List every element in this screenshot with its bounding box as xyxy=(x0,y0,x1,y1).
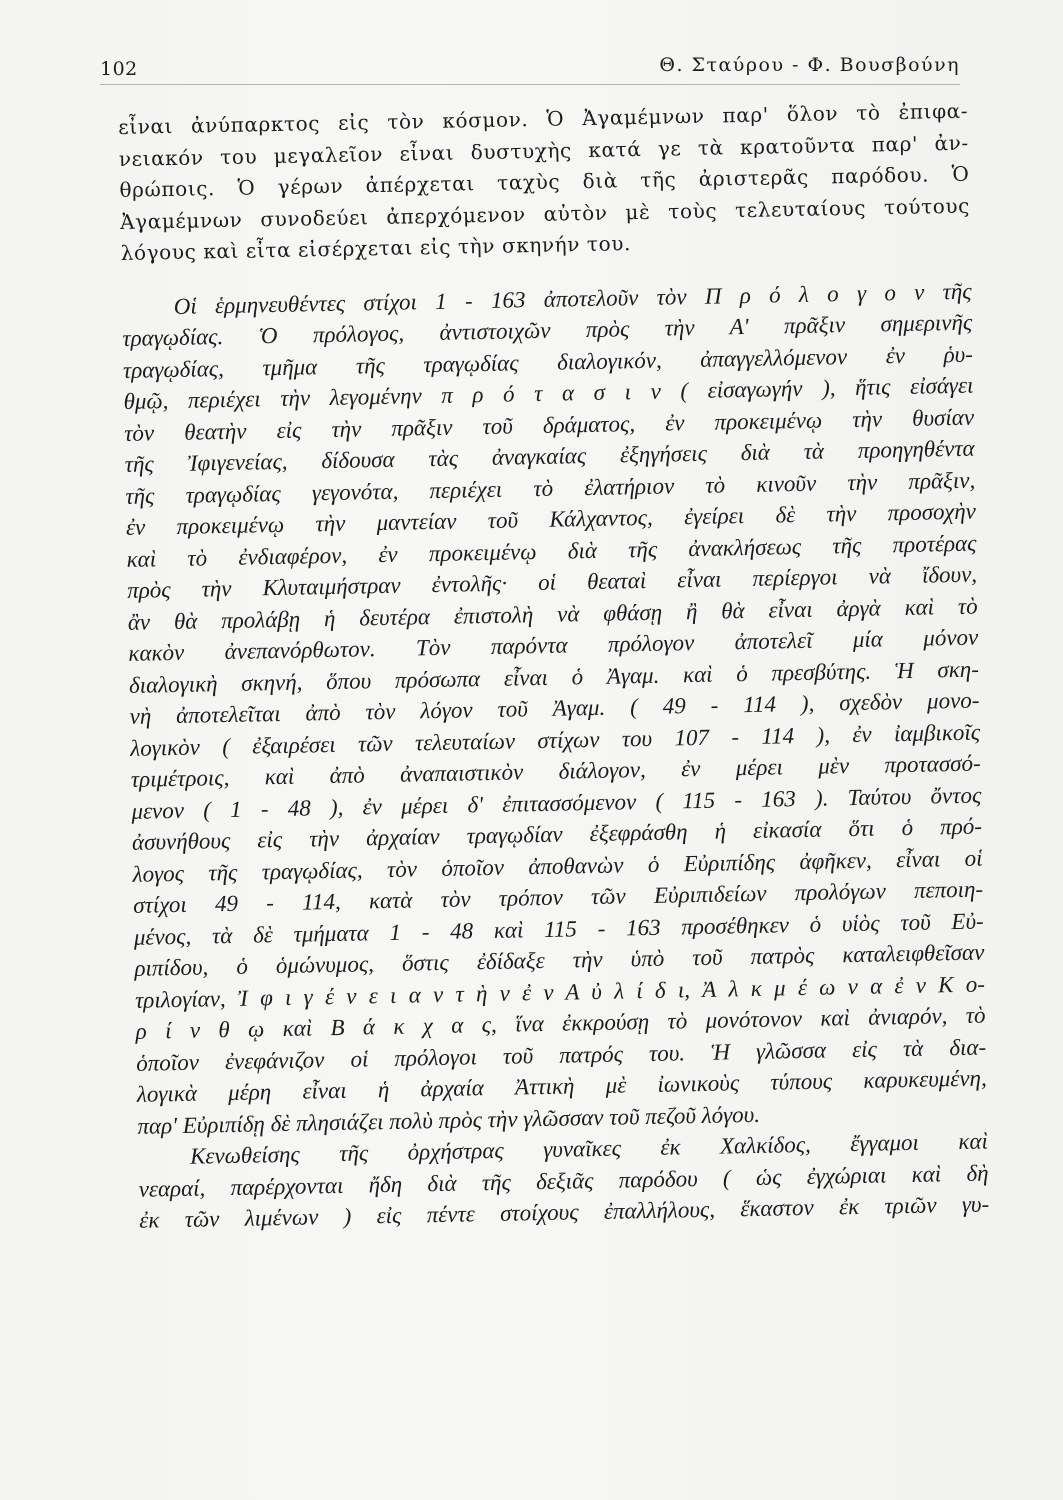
text-line: καὶ τὸ ἐνδιαφέρον, ἐν προκειμένῳ διὰ τῆς ἀνακλήσεως τῆς προτέρας xyxy=(126,530,977,572)
paragraph-2 xyxy=(121,275,987,1142)
text-line: τραγῳδίας. Ὁ πρόλογος, ἀντιστοιχῶν πρὸς τὴν Α' πρᾶξιν σημερινῆς xyxy=(122,309,973,351)
text-line: ἀσυνήθους εἰς τὴν ἀρχαίαν τραγῳδίαν ἐξεφράσθη ἡ εἰκασία ὅτι ὁ πρό- xyxy=(131,813,983,855)
text-line: μενον ( 1 - 48 ), ἐν μέρει δ' ἐπιτασσόμενον ( 115 - 163 ). Ταύτου ὄντος xyxy=(131,782,982,824)
text-line: νεαραί, παρέρχονται ἤδη διὰ τῆς δεξιᾶς παρόδου ( ὡς ἐγχώριαι καὶ δὴ xyxy=(138,1159,989,1202)
text-line: τὸν θεατὴν εἰς τὴν πρᾶξιν τοῦ δράματος, ἐν προκειμένῳ τὴν θυσίαν xyxy=(123,404,975,446)
text-line: ριπίδου, ὁ ὁμώνυμος, ὅστις ἐδίδαξε τὴν ὑπὸ τοῦ πατρὸς καταλειφθεῖσαν xyxy=(134,939,985,981)
text-line: ρ ί ν θ ῳ καὶ Β ά κ χ α ς, ἵνα ἐκκρούσῃ τὸ μονότονον καὶ ἀνιαρόν, τὸ xyxy=(135,1002,986,1044)
text-line: ἐν προκειμένῳ τὴν μαντείαν τοῦ Κάλχαντος, ἐγείρει δὲ τὴν προσοχὴν xyxy=(125,498,977,540)
text-line: πρὸς τὴν Κλυταιμήστραν ἐντολῆς· οἱ θεαταὶ εἶναι περίεργοι νὰ ἴδουν, xyxy=(126,561,978,603)
text-line: θρώποις. Ὁ γέρων ἀπέρχεται ταχὺς διὰ τῆς ἀριστερᾶς παρόδου. Ὁ xyxy=(119,161,970,202)
body-text xyxy=(118,96,989,1237)
text-line: κακὸν ἀνεπανόρθωτον. Τὸν παρόντα πρόλογον ἀποτελεῖ μία μόνον xyxy=(128,624,979,666)
text-line: Οἱ ἑρμηνευθέντες στίχοι 1 - 163 ἀποτελοῦν τὸν Π ρ ό λ ο γ ο ν τῆς xyxy=(173,278,972,319)
text-line: διαλογικὴ σκηνή, ὅπου πρόσωπα εἶναι ὁ Ἀγαμ. καὶ ὁ πρεσβύτης. Ἡ σκη- xyxy=(128,656,980,698)
text-line: νὴ ἀποτελεῖται ἀπὸ τὸν λόγον τοῦ Ἀγαμ. ( 49 - 114 ), σχεδὸν μονο- xyxy=(129,687,980,729)
paragraph-1 xyxy=(118,96,971,270)
text-line: ἐκ τῶν λιμένων ) εἰς πέντε στοίχους ἐπαλλήλους, ἕκαστον ἐκ τριῶν γυ- xyxy=(139,1191,990,1233)
text-line: Ἀγαμέμνων συνοδεύει ἀπερχόμενον αὐτὸν μὲ τοὺς τελευταίους τούτους xyxy=(119,193,971,234)
text-line: τριμέτροις, καὶ ἀπὸ ἀναπαιστικὸν διάλογον, ἐν μέρει μὲν προτασσό- xyxy=(130,750,981,792)
text-line: παρ' Εὐριπίδῃ δὲ πλησιάζει πολὺ πρὸς τὴν γλῶσσαν τοῦ πεζοῦ λόγου. xyxy=(137,1101,761,1139)
text-line: Κενωθείσης τῆς ὀρχήστρας γυναῖκες ἐκ Χαλκίδος, ἔγγαμοι καὶ xyxy=(189,1128,989,1169)
text-line: λογος τῆς τραγῳδίας, τὸν ὁποῖον ἀποθανὼν ὁ Εὐριπίδης ἀφῆκεν, εἶναι οἱ xyxy=(132,845,983,887)
page-number: 102 xyxy=(100,58,138,80)
text-line: ὁποῖον ἐνεφάνιζον οἱ πρόλογοι τοῦ πατρός του. Ἡ γλῶσσα εἰς τὰ δια- xyxy=(136,1034,987,1076)
page-header xyxy=(100,48,960,84)
text-line: νειακόν του μεγαλεῖον εἶναι δυστυχὴς κατά γε τὰ κρατοῦντα παρ' ἀν- xyxy=(118,130,969,171)
text-line: στίχοι 49 - 114, κατὰ τὸν τρόπον τῶν Εὐριπιδείων προλόγων πεποιη- xyxy=(132,876,984,918)
text-line: τῆς Ἰφιγενείας, δίδουσα τὰς ἀναγκαίας ἐξηγήσεις διὰ τὰ προηγηθέντα xyxy=(124,435,975,477)
text-line: θμῷ, περιέχει τὴν λεγομένην π ρ ό τ α σ ι ν ( εἰσαγωγήν ), ἥτις εἰσάγει xyxy=(123,372,974,414)
text-line: τῆς τραγῳδίας γεγονότα, περιέχει τὸ ἐλατήριον τὸ κινοῦν τὴν πρᾶξιν, xyxy=(125,467,976,509)
text-line: εἶναι ἀνύπαρκτος εἰς τὸν κόσμον. Ὁ Ἀγαμέμνων παρ' ὅλον τὸ ἐπιφα- xyxy=(118,98,969,139)
text-line: λόγους καὶ εἶτα εἰσέρχεται εἰς τὴν σκηνήν του. xyxy=(120,231,632,265)
running-head: Θ. Σταύρου - Φ. Βουσβούνη xyxy=(659,54,960,76)
text-line: ἂν θὰ προλάβῃ ἡ δευτέρα ἐπιστολὴ νὰ φθάσῃ ἢ θὰ εἶναι ἀργὰ καὶ τὸ xyxy=(127,593,978,635)
text-line: τραγῳδίας, τμῆμα τῆς τραγῳδίας διαλογικόν, ἀπαγγελλόμενον ἐν ῥυ- xyxy=(122,341,974,383)
header-rule xyxy=(100,84,960,85)
text-line: λογικὸν ( ἐξαιρέσει τῶν τελευταίων στίχων του 107 - 114 ), ἐν ἰαμβικοῖς xyxy=(129,719,981,761)
text-line: μένος, τὰ δὲ τμήματα 1 - 48 καὶ 115 - 163 προσέθηκεν ὁ υἱὸς τοῦ Εὐ- xyxy=(133,908,984,950)
text-line: τριλογίαν, Ἰ φ ι γ έ ν ε ι α ν τ ὴ ν ἐ ν Α ὐ λ ί δ ι, Ἀ λ κ μ έ ω ν α ἐ ν Κ ο- xyxy=(134,971,986,1013)
text-line: λογικὰ μέρη εἶναι ἡ ἀρχαία Ἀττικὴ μὲ ἰωνικοὺς τύπους καρυκευμένη, xyxy=(136,1065,987,1107)
paragraph-3 xyxy=(138,1125,990,1236)
